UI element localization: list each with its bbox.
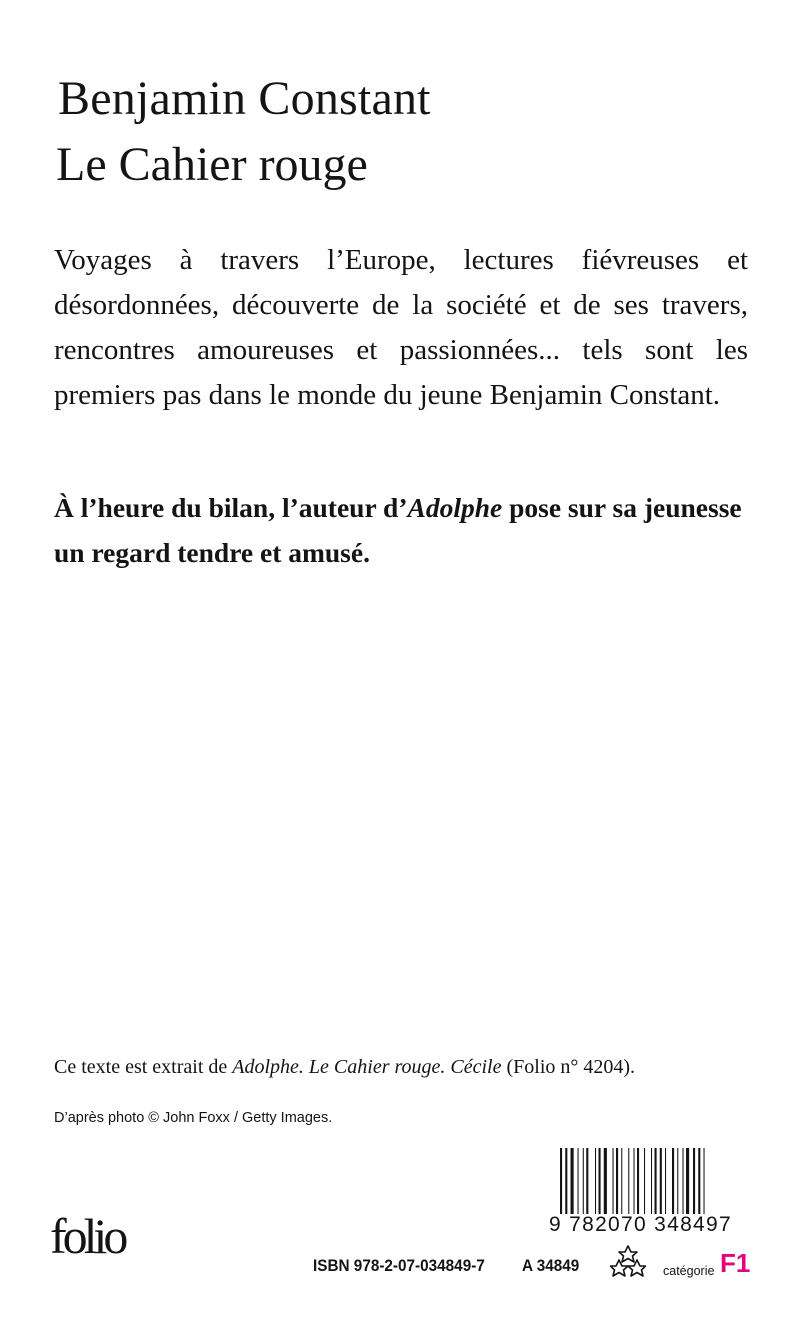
photo-credit: D’après photo © John Foxx / Getty Images. (54, 1110, 333, 1126)
barcode-bar (604, 1148, 607, 1214)
barcode-bar (693, 1148, 695, 1214)
barcode-bar (583, 1148, 584, 1214)
tagline-emphasis: Adolphe (407, 492, 503, 523)
barcode-bar (686, 1148, 689, 1214)
author-name: Benjamin Constant (58, 72, 431, 125)
barcode (560, 1148, 750, 1214)
excerpt-works: Adolphe. Le Cahier rouge. Cécile (232, 1056, 502, 1078)
barcode-bar (683, 1148, 684, 1214)
barcode-bar (628, 1148, 629, 1214)
tagline-before: À l’heure du bilan, l’auteur d’ (54, 492, 408, 523)
barcode-bar (616, 1148, 618, 1214)
barcode-bar (665, 1148, 666, 1214)
barcode-bar (595, 1148, 596, 1214)
excerpt-prefix: Ce texte est extrait de (54, 1056, 233, 1078)
catalog-code: A 34849 (522, 1256, 580, 1275)
barcode-bar (586, 1148, 588, 1214)
barcode-bar (634, 1148, 635, 1214)
barcode-bar (637, 1148, 639, 1214)
barcode-bar (660, 1148, 662, 1214)
barcode-bar (704, 1148, 705, 1214)
barcode-digits: 9 782070 348497 (549, 1213, 732, 1236)
category-label: catégorie (663, 1264, 715, 1278)
barcode-bar (644, 1148, 645, 1214)
barcode-bar (560, 1148, 562, 1214)
category-code: F1 (720, 1248, 751, 1278)
excerpt-suffix: (Folio n° 4204). (501, 1056, 636, 1078)
barcode-bar (698, 1148, 700, 1214)
barcode-bar (651, 1148, 652, 1214)
tagline (54, 485, 754, 575)
barcode-bar (578, 1148, 579, 1214)
barcode-bar (571, 1148, 574, 1214)
excerpt-note (54, 1053, 635, 1081)
barcode-bar (599, 1148, 601, 1214)
barcode-bar (677, 1148, 678, 1214)
blurb-text: Voyages à travers l’Europe, lectures fiévreuses et désordonnées, découverte de la société et de ses travers, rencontres amoureuses et passionnées... tels sont les premiers pas dans le monde du jeune Benjamin Constant. (54, 244, 748, 411)
three-star-logo-icon (610, 1244, 646, 1280)
folio-logo: folio (50, 1208, 125, 1264)
barcode-bar (672, 1148, 674, 1214)
isbn: ISBN 978-2-07-034849-7 (313, 1256, 485, 1275)
barcode-bar (613, 1148, 614, 1214)
barcode-bar (655, 1148, 657, 1214)
book-title: Le Cahier rouge (56, 138, 368, 191)
tagline-after: pose sur sa jeunesse un regard tendre et amusé. (54, 492, 742, 568)
barcode-bar (621, 1148, 622, 1214)
barcode-bar (565, 1148, 567, 1214)
